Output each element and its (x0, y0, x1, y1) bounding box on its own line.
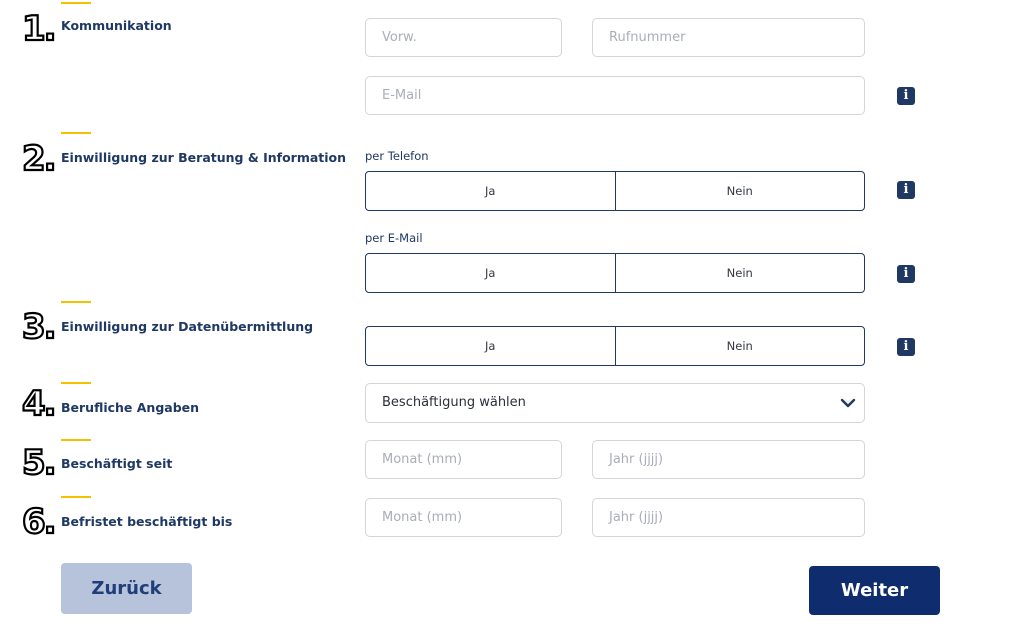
next-button[interactable]: Weiter (809, 566, 940, 615)
data-transfer-no-option[interactable]: Nein (615, 327, 865, 365)
section-label-datenuebermittlung: Einwilligung zur Datenübermittlung (61, 319, 314, 334)
consent-email-no-option[interactable]: Nein (615, 254, 865, 292)
employment-select[interactable] (365, 383, 865, 423)
consent-phone-toggle (365, 171, 865, 211)
consent-phone-no-option[interactable]: Nein (615, 172, 865, 210)
step-number-2: 2. (22, 139, 55, 179)
section-label-beschaeftigt-seit: Beschäftigt seit (61, 456, 173, 471)
section-label-berufliche-angaben: Berufliche Angaben (61, 400, 200, 415)
employed-until-month-input[interactable]: Monat (mm) (365, 498, 562, 537)
employed-since-year-input[interactable]: Jahr (jjjj) (592, 440, 865, 479)
step-number-1: 1. (22, 9, 55, 49)
accent-line (61, 439, 91, 441)
chevron-down-icon (840, 395, 856, 411)
consent-phone-label: per Telefon (365, 149, 429, 163)
accent-line (61, 382, 91, 384)
section-label-kommunikation: Kommunikation (61, 18, 172, 33)
info-icon[interactable]: i (897, 87, 915, 105)
email-input[interactable]: E-Mail (365, 76, 865, 115)
accent-line (61, 2, 91, 4)
info-icon[interactable]: i (897, 265, 915, 283)
phone-number-input[interactable]: Rufnummer (592, 18, 865, 57)
step-number-3: 3. (22, 307, 55, 347)
step-number-5: 5. (22, 443, 55, 483)
step-number-6: 6. (22, 502, 55, 542)
consent-email-yes-option[interactable]: Ja (485, 266, 496, 280)
step-number-4: 4. (22, 384, 55, 424)
data-transfer-toggle (365, 326, 865, 366)
consent-phone-yes-option[interactable]: Ja (485, 184, 496, 198)
back-button[interactable]: Zurück (61, 563, 192, 614)
employment-select-value: Beschäftigung wählen (382, 395, 526, 410)
accent-line (61, 301, 91, 303)
data-transfer-yes-option[interactable]: Ja (485, 339, 496, 353)
accent-line (61, 496, 91, 498)
consent-email-toggle (365, 253, 865, 293)
consent-email-label: per E-Mail (365, 231, 423, 245)
info-icon[interactable]: i (897, 181, 915, 199)
phone-prefix-input[interactable]: Vorw. (365, 18, 562, 57)
employed-until-year-input[interactable]: Jahr (jjjj) (592, 498, 865, 537)
section-label-befristet-bis: Befristet beschäftigt bis (61, 514, 233, 529)
info-icon[interactable]: i (897, 338, 915, 356)
employed-since-month-input[interactable]: Monat (mm) (365, 440, 562, 479)
section-label-beratung: Einwilligung zur Beratung & Information (61, 150, 347, 165)
accent-line (61, 132, 91, 134)
